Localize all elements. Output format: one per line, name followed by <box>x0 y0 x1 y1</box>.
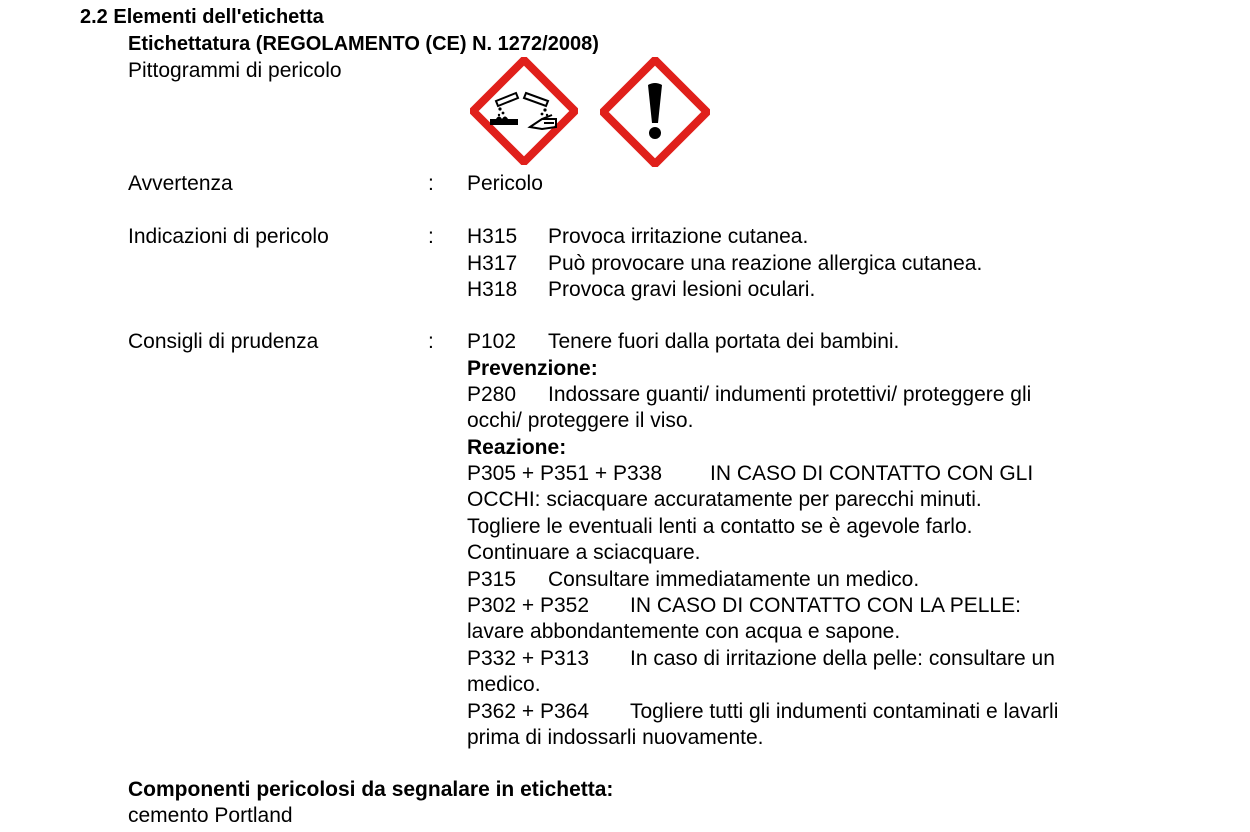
statement-code: H317 <box>467 252 518 275</box>
statement-continuation: medico. <box>467 673 541 696</box>
statement-code: P315 <box>467 568 517 591</box>
ghs07-exclamation-icon <box>600 57 710 167</box>
statement-text: Provoca gravi lesioni oculari. <box>548 278 816 301</box>
statement-continuation: prima di indossarli nuovamente. <box>467 726 764 749</box>
statement-text: Può provocare una reazione allergica cutanea. <box>548 252 983 275</box>
statement-code: P302 + P352 <box>467 594 590 617</box>
statement-code: H315 <box>467 225 518 248</box>
statement-text: Consultare immediatamente un medico. <box>548 568 920 591</box>
statement-code: P332 + P313 <box>467 647 590 670</box>
precautionary-statement <box>467 699 1058 726</box>
statement-text: IN CASO DI CONTATTO CON LA PELLE: <box>630 594 1021 617</box>
hazardous-components-heading: Componenti pericolosi da segnalare in etichetta: <box>128 778 614 801</box>
statement-continuation: Togliere le eventuali lenti a contatto se è agevole farlo. <box>467 515 973 538</box>
statement-code: P362 + P364 <box>467 700 590 723</box>
statement-text: IN CASO DI CONTATTO CON GLI <box>710 462 1034 485</box>
statement-code: P305 + P351 + P338 <box>467 462 662 485</box>
hazard-statement <box>467 251 982 278</box>
precautionary-statement <box>467 593 1021 620</box>
hazard-statements-colon: : <box>428 225 434 248</box>
ghs05-corrosion-icon <box>470 57 578 165</box>
statement-continuation: lavare abbondantemente con acqua e sapone. <box>467 620 901 643</box>
precautionary-statement <box>467 567 919 594</box>
statement-continuation: Continuare a sciacquare. <box>467 541 701 564</box>
precautionary-statement <box>467 461 1033 488</box>
signal-word-label: Avvertenza <box>128 172 233 195</box>
labelling-subtitle: Etichettatura (REGOLAMENTO (CE) N. 1272/2008) <box>128 33 599 55</box>
statement-code: P280 <box>467 383 517 406</box>
signal-word-value: Pericolo <box>467 172 543 195</box>
statement-continuation: OCCHI: sciacquare accuratamente per parecchi minuti. <box>467 488 982 511</box>
precautionary-statements-colon: : <box>428 330 434 353</box>
reaction-heading: Reazione: <box>467 436 567 459</box>
hazardous-component-item: cemento Portland <box>128 804 293 827</box>
statement-code: P102 <box>467 330 517 353</box>
hazard-statements-label: Indicazioni di pericolo <box>128 225 329 248</box>
prevention-heading: Prevenzione: <box>467 357 598 380</box>
precautionary-statement <box>467 329 899 356</box>
statement-text: Provoca irritazione cutanea. <box>548 225 809 248</box>
statement-text: Tenere fuori dalla portata dei bambini. <box>548 330 900 353</box>
hazard-statement <box>467 277 815 304</box>
statement-continuation: occhi/ proteggere il viso. <box>467 409 694 432</box>
statement-text: In caso di irritazione della pelle: consultare un <box>630 647 1055 670</box>
precautionary-statements-label: Consigli di prudenza <box>128 330 319 353</box>
statement-text: Togliere tutti gli indumenti contaminati e lavarli <box>630 700 1059 723</box>
hazard-statement <box>467 224 808 251</box>
section-title: 2.2 Elementi dell'etichetta <box>80 6 324 28</box>
precautionary-statement <box>467 382 1031 409</box>
signal-word-colon: : <box>428 172 434 195</box>
statement-code: H318 <box>467 278 518 301</box>
precautionary-statement <box>467 646 1055 673</box>
statement-text: Indossare guanti/ indumenti protettivi/ proteggere gli <box>548 383 1032 406</box>
pictograms-label: Pittogrammi di pericolo <box>128 59 342 82</box>
